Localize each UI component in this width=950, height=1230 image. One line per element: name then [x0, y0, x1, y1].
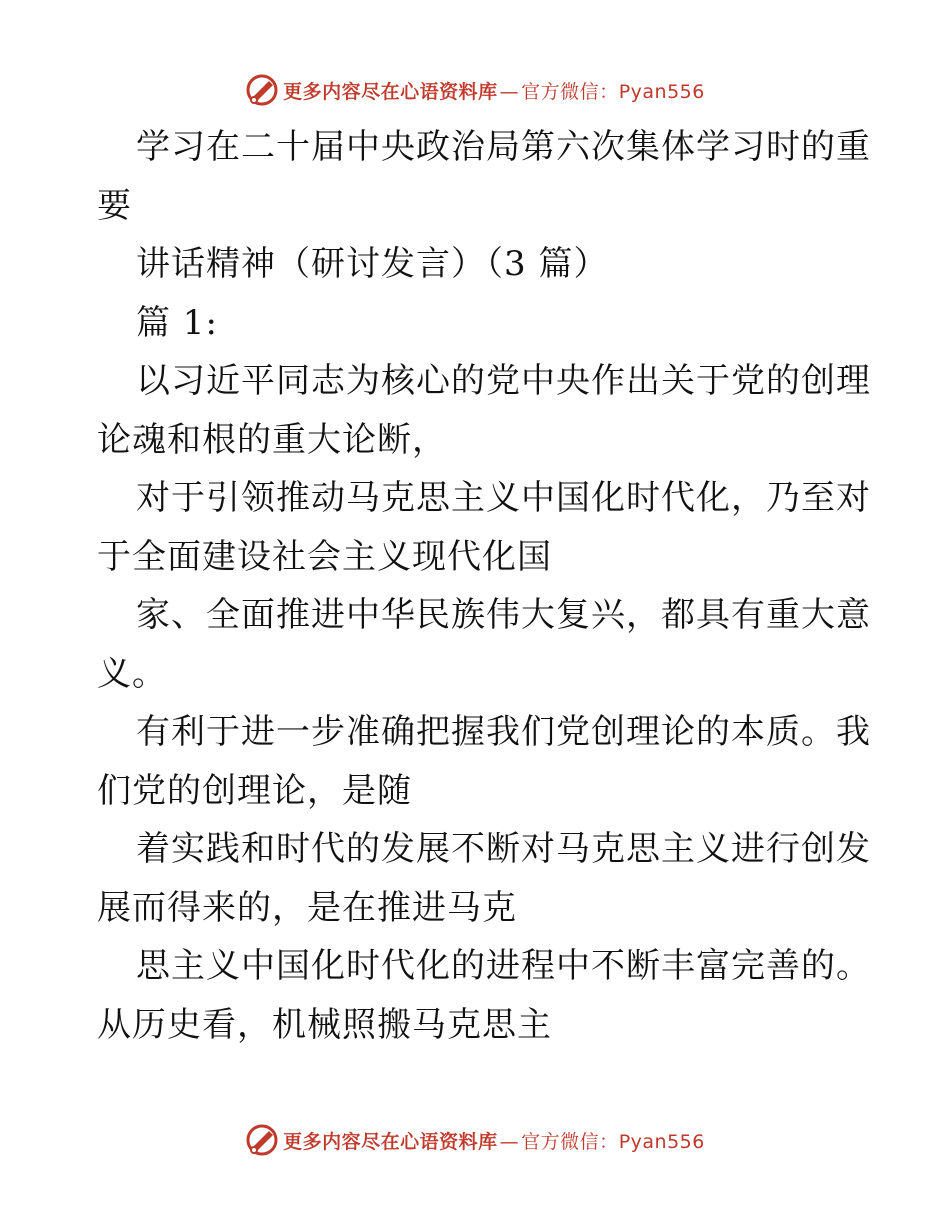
- document-title-line-3: 讲话精神（研讨发言）（3 篇）: [136, 244, 609, 284]
- paragraph-line: 于全面建设社会主义现代化国: [97, 537, 552, 577]
- header-banner-text: [283, 77, 705, 104]
- pen-logo-icon: [245, 1123, 279, 1157]
- document-title-line-2: 要: [97, 186, 132, 226]
- footer-banner-dash: —: [499, 1130, 520, 1153]
- footer-banner: [0, 1120, 950, 1160]
- footer-wechat-id: Pyan556: [618, 1130, 705, 1153]
- paragraph-line: 思主义中国化时代化的进程中不断丰富完善的。: [136, 946, 871, 986]
- footer-banner-text: [283, 1127, 705, 1154]
- paragraph-line: 对于引领推动马克思主义中国化时代化，乃至对: [136, 478, 871, 518]
- document-title-line-1: 学习在二十届中央政治局第六次集体学习时的重: [136, 127, 871, 167]
- header-banner: [0, 70, 950, 110]
- header-banner-dash: —: [499, 80, 520, 103]
- paragraph-line: 论魂和根的重大论断，: [97, 420, 447, 460]
- paragraph-line: 从历史看，机械照搬马克思主: [97, 1005, 552, 1045]
- header-wechat-label: 官方微信：: [521, 80, 619, 103]
- paragraph-line: 义。: [97, 654, 167, 694]
- footer-banner-main: 更多内容尽在心语资料库: [283, 1130, 498, 1153]
- paragraph-line: 有利于进一步准确把握我们党创理论的本质。我: [136, 712, 871, 752]
- header-wechat-id: Pyan556: [618, 80, 705, 103]
- paragraph-line: 展而得来的，是在推进马克: [97, 888, 517, 928]
- header-banner-main: 更多内容尽在心语资料库: [283, 80, 498, 103]
- footer-wechat-label: 官方微信：: [521, 1130, 619, 1153]
- paragraph-line: 着实践和时代的发展不断对马克思主义进行创发: [136, 829, 871, 869]
- paragraph-line: 家、全面推进中华民族伟大复兴，都具有重大意: [136, 595, 871, 635]
- paragraph-line: 以习近平同志为核心的党中央作出关于党的创理: [136, 361, 871, 401]
- section-heading: 篇 1:: [136, 303, 218, 343]
- pen-logo-icon: [245, 73, 279, 107]
- paragraph-line: 们党的创理论，是随: [97, 771, 412, 811]
